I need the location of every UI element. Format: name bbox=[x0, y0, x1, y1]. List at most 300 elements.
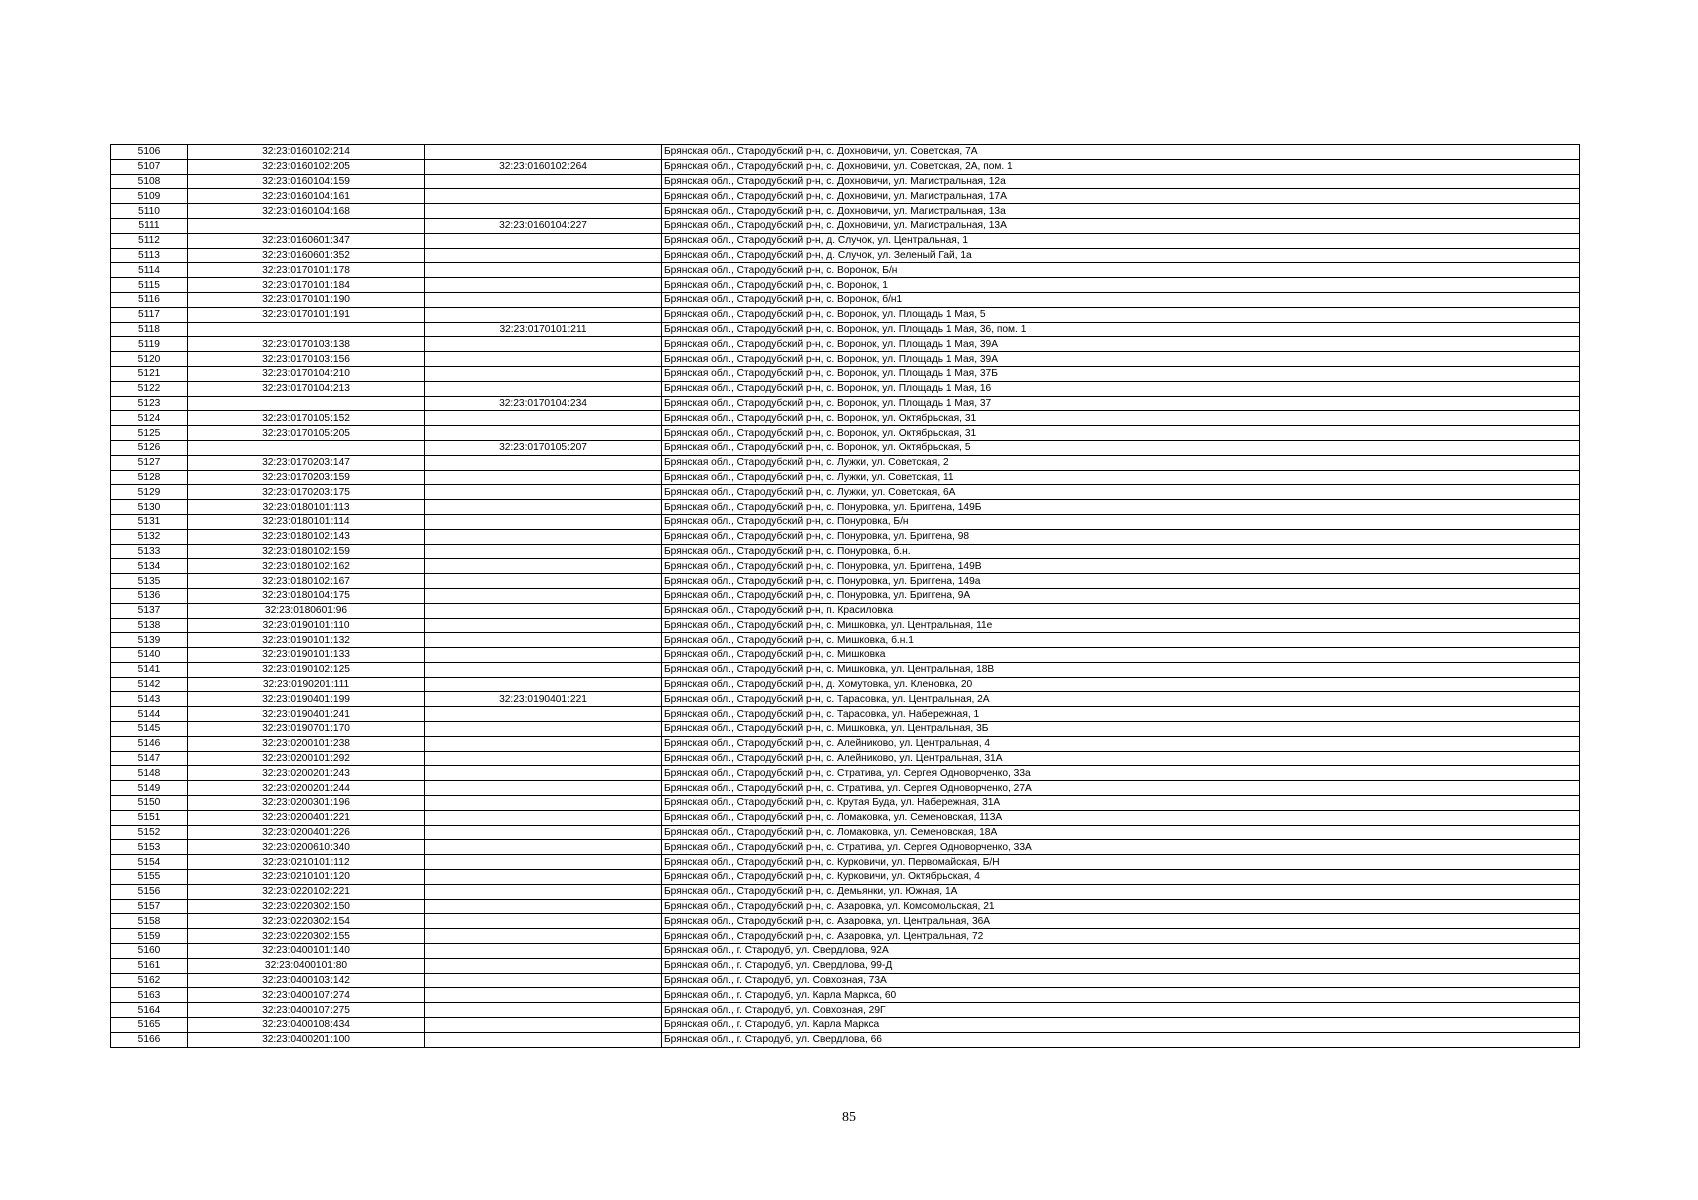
table-row bbox=[111, 662, 1580, 677]
address-cell: Брянская обл., Стародубский р-н, с. Тарасовка, ул. Набережная, 1 bbox=[662, 707, 1580, 722]
cadastral-number-cell: 32:23:0170103:156 bbox=[188, 352, 425, 367]
address-cell: Брянская обл., Стародубский р-н, с. Воронок, ул. Октябрьская, 31 bbox=[662, 411, 1580, 426]
row-number-cell: 5133 bbox=[111, 544, 188, 559]
table-row bbox=[111, 233, 1580, 248]
cadastral-number-cell: 32:23:0170101:184 bbox=[188, 278, 425, 293]
row-number-cell: 5139 bbox=[111, 633, 188, 648]
cadastral-number-cell: 32:23:0400107:274 bbox=[188, 988, 425, 1003]
parent-cadastral-number-cell bbox=[425, 337, 662, 352]
cadastral-number-cell: 32:23:0180601:96 bbox=[188, 603, 425, 618]
address-cell: Брянская обл., Стародубский р-н, с. Дохновичи, ул. Магистральная, 13а bbox=[662, 204, 1580, 219]
table-row bbox=[111, 307, 1580, 322]
parent-cadastral-number-cell: 32:23:0170104:234 bbox=[425, 396, 662, 411]
cadastral-number-cell: 32:23:0160102:205 bbox=[188, 159, 425, 174]
parent-cadastral-number-cell bbox=[425, 603, 662, 618]
table-row bbox=[111, 352, 1580, 367]
parent-cadastral-number-cell bbox=[425, 855, 662, 870]
cadastral-number-cell: 32:23:0180104:175 bbox=[188, 588, 425, 603]
address-cell: Брянская обл., Стародубский р-н, с. Воронок, ул. Площадь 1 Мая, 37Б bbox=[662, 366, 1580, 381]
row-number-cell: 5156 bbox=[111, 884, 188, 899]
cadastral-number-cell: 32:23:0190101:132 bbox=[188, 633, 425, 648]
row-number-cell: 5163 bbox=[111, 988, 188, 1003]
row-number-cell: 5152 bbox=[111, 825, 188, 840]
parent-cadastral-number-cell bbox=[425, 1018, 662, 1033]
table-row bbox=[111, 633, 1580, 648]
table-row bbox=[111, 381, 1580, 396]
row-number-cell: 5149 bbox=[111, 781, 188, 796]
table-row bbox=[111, 248, 1580, 263]
address-cell: Брянская обл., Стародубский р-н, с. Лужки, ул. Советская, 6А bbox=[662, 485, 1580, 500]
table-row bbox=[111, 825, 1580, 840]
table-row bbox=[111, 470, 1580, 485]
row-number-cell: 5110 bbox=[111, 204, 188, 219]
row-number-cell: 5136 bbox=[111, 588, 188, 603]
parent-cadastral-number-cell bbox=[425, 455, 662, 470]
table-row bbox=[111, 145, 1580, 160]
parent-cadastral-number-cell bbox=[425, 470, 662, 485]
cadastral-number-cell: 32:23:0190401:199 bbox=[188, 692, 425, 707]
parent-cadastral-number-cell bbox=[425, 248, 662, 263]
cadastral-number-cell: 32:23:0200101:238 bbox=[188, 736, 425, 751]
row-number-cell: 5144 bbox=[111, 707, 188, 722]
address-cell: Брянская обл., Стародубский р-н, д. Случок, ул. Зеленый Гай, 1а bbox=[662, 248, 1580, 263]
cadastral-number-cell: 32:23:0210101:112 bbox=[188, 855, 425, 870]
parent-cadastral-number-cell bbox=[425, 958, 662, 973]
cadastral-number-cell: 32:23:0190701:170 bbox=[188, 722, 425, 737]
address-cell: Брянская обл., Стародубский р-н, с. Дохновичи, ул. Магистральная, 13А bbox=[662, 218, 1580, 233]
row-number-cell: 5122 bbox=[111, 381, 188, 396]
address-cell: Брянская обл., Стародубский р-н, с. Мишковка bbox=[662, 648, 1580, 663]
table-row bbox=[111, 559, 1580, 574]
parent-cadastral-number-cell bbox=[425, 840, 662, 855]
cadastral-number-cell: 32:23:0160104:161 bbox=[188, 189, 425, 204]
cadastral-number-cell: 32:23:0200101:292 bbox=[188, 751, 425, 766]
table-row bbox=[111, 292, 1580, 307]
parent-cadastral-number-cell bbox=[425, 707, 662, 722]
table-row bbox=[111, 218, 1580, 233]
row-number-cell: 5125 bbox=[111, 426, 188, 441]
address-cell: Брянская обл., Стародубский р-н, с. Алейниково, ул. Центральная, 31А bbox=[662, 751, 1580, 766]
table-row bbox=[111, 840, 1580, 855]
parent-cadastral-number-cell bbox=[425, 781, 662, 796]
parent-cadastral-number-cell bbox=[425, 736, 662, 751]
address-cell: Брянская обл., Стародубский р-н, с. Ломаковка, ул. Семеновская, 113А bbox=[662, 810, 1580, 825]
parent-cadastral-number-cell: 32:23:0160104:227 bbox=[425, 218, 662, 233]
row-number-cell: 5155 bbox=[111, 870, 188, 885]
parent-cadastral-number-cell bbox=[425, 174, 662, 189]
row-number-cell: 5159 bbox=[111, 929, 188, 944]
parent-cadastral-number-cell bbox=[425, 500, 662, 515]
row-number-cell: 5153 bbox=[111, 840, 188, 855]
cadastral-number-cell: 32:23:0190401:241 bbox=[188, 707, 425, 722]
address-cell: Брянская обл., Стародубский р-н, с. Азаровка, ул. Центральная, 72 bbox=[662, 929, 1580, 944]
address-cell: Брянская обл., Стародубский р-н, д. Хомутовка, ул. Кленовка, 20 bbox=[662, 677, 1580, 692]
table-row bbox=[111, 884, 1580, 899]
cadastral-number-cell: 32:23:0400101:140 bbox=[188, 944, 425, 959]
row-number-cell: 5107 bbox=[111, 159, 188, 174]
address-cell: Брянская обл., Стародубский р-н, с. Воронок, б/н1 bbox=[662, 292, 1580, 307]
table-row bbox=[111, 529, 1580, 544]
address-cell: Брянская обл., Стародубский р-н, с. Воронок, ул. Октябрьская, 5 bbox=[662, 440, 1580, 455]
table-row bbox=[111, 485, 1580, 500]
address-cell: Брянская обл., Стародубский р-н, с. Азаровка, ул. Комсомольская, 21 bbox=[662, 899, 1580, 914]
parent-cadastral-number-cell bbox=[425, 559, 662, 574]
table-row bbox=[111, 929, 1580, 944]
cadastral-number-cell: 32:23:0190101:110 bbox=[188, 618, 425, 633]
table-row bbox=[111, 588, 1580, 603]
parent-cadastral-number-cell bbox=[425, 1003, 662, 1018]
row-number-cell: 5124 bbox=[111, 411, 188, 426]
row-number-cell: 5146 bbox=[111, 736, 188, 751]
parent-cadastral-number-cell bbox=[425, 677, 662, 692]
cadastral-number-cell: 32:23:0160104:168 bbox=[188, 204, 425, 219]
table-row bbox=[111, 736, 1580, 751]
cadastral-number-cell: 32:23:0220302:155 bbox=[188, 929, 425, 944]
parent-cadastral-number-cell bbox=[425, 307, 662, 322]
parent-cadastral-number-cell bbox=[425, 988, 662, 1003]
parent-cadastral-number-cell bbox=[425, 263, 662, 278]
address-cell: Брянская обл., Стародубский р-н, с. Понуровка, б.н. bbox=[662, 544, 1580, 559]
parent-cadastral-number-cell bbox=[425, 1032, 662, 1047]
row-number-cell: 5142 bbox=[111, 677, 188, 692]
address-cell: Брянская обл., Стародубский р-н, с. Понуровка, ул. Бриггена, 149Б bbox=[662, 500, 1580, 515]
address-cell: Брянская обл., Стародубский р-н, с. Воронок, ул. Площадь 1 Мая, 36, пом. 1 bbox=[662, 322, 1580, 337]
parent-cadastral-number-cell bbox=[425, 292, 662, 307]
address-cell: Брянская обл., Стародубский р-н, с. Понуровка, ул. Бриггена, 149а bbox=[662, 574, 1580, 589]
address-cell: Брянская обл., Стародубский р-н, д. Случок, ул. Центральная, 1 bbox=[662, 233, 1580, 248]
parent-cadastral-number-cell bbox=[425, 810, 662, 825]
cadastral-number-cell: 32:23:0200401:226 bbox=[188, 825, 425, 840]
address-cell: Брянская обл., Стародубский р-н, с. Воронок, ул. Площадь 1 Мая, 16 bbox=[662, 381, 1580, 396]
parent-cadastral-number-cell bbox=[425, 529, 662, 544]
row-number-cell: 5123 bbox=[111, 396, 188, 411]
property-registry-table bbox=[110, 144, 1580, 1048]
address-cell: Брянская обл., Стародубский р-н, с. Воронок, 1 bbox=[662, 278, 1580, 293]
row-number-cell: 5119 bbox=[111, 337, 188, 352]
parent-cadastral-number-cell bbox=[425, 352, 662, 367]
cadastral-number-cell: 32:23:0170101:190 bbox=[188, 292, 425, 307]
parent-cadastral-number-cell bbox=[425, 381, 662, 396]
parent-cadastral-number-cell bbox=[425, 485, 662, 500]
row-number-cell: 5145 bbox=[111, 722, 188, 737]
address-cell: Брянская обл., Стародубский р-н, с. Лужки, ул. Советская, 11 bbox=[662, 470, 1580, 485]
address-cell: Брянская обл., Стародубский р-н, с. Воронок, Б/н bbox=[662, 263, 1580, 278]
cadastral-number-cell: 32:23:0220102:221 bbox=[188, 884, 425, 899]
address-cell: Брянская обл., Стародубский р-н, с. Стратива, ул. Сергея Одноворченко, 33А bbox=[662, 840, 1580, 855]
row-number-cell: 5130 bbox=[111, 500, 188, 515]
cadastral-number-cell: 32:23:0400101:80 bbox=[188, 958, 425, 973]
table-row bbox=[111, 263, 1580, 278]
address-cell: Брянская обл., г. Стародуб, ул. Совхозная, 29Г bbox=[662, 1003, 1580, 1018]
table-row bbox=[111, 707, 1580, 722]
address-cell: Брянская обл., Стародубский р-н, с. Дохновичи, ул. Советская, 2А, пом. 1 bbox=[662, 159, 1580, 174]
parent-cadastral-number-cell: 32:23:0170105:207 bbox=[425, 440, 662, 455]
table-row bbox=[111, 500, 1580, 515]
address-cell: Брянская обл., Стародубский р-н, с. Мишковка, ул. Центральная, 11е bbox=[662, 618, 1580, 633]
address-cell: Брянская обл., Стародубский р-н, с. Дохновичи, ул. Магистральная, 17А bbox=[662, 189, 1580, 204]
cadastral-number-cell: 32:23:0160601:352 bbox=[188, 248, 425, 263]
row-number-cell: 5106 bbox=[111, 145, 188, 160]
cadastral-number-cell: 32:23:0160102:214 bbox=[188, 145, 425, 160]
address-cell: Брянская обл., Стародубский р-н, с. Крутая Буда, ул. Набережная, 31А bbox=[662, 796, 1580, 811]
address-cell: Брянская обл., Стародубский р-н, с. Воронок, ул. Площадь 1 Мая, 37 bbox=[662, 396, 1580, 411]
address-cell: Брянская обл., Стародубский р-н, с. Курковичи, ул. Первомайская, Б/Н bbox=[662, 855, 1580, 870]
parent-cadastral-number-cell: 32:23:0190401:221 bbox=[425, 692, 662, 707]
address-cell: Брянская обл., Стародубский р-н, с. Воронок, ул. Площадь 1 Мая, 39А bbox=[662, 352, 1580, 367]
table-row bbox=[111, 648, 1580, 663]
parent-cadastral-number-cell bbox=[425, 648, 662, 663]
address-cell: Брянская обл., Стародубский р-н, с. Курковичи, ул. Октябрьская, 4 bbox=[662, 870, 1580, 885]
table-row bbox=[111, 692, 1580, 707]
parent-cadastral-number-cell bbox=[425, 278, 662, 293]
row-number-cell: 5141 bbox=[111, 662, 188, 677]
address-cell: Брянская обл., г. Стародуб, ул. Свердлова, 99-Д bbox=[662, 958, 1580, 973]
table-row bbox=[111, 677, 1580, 692]
table-row bbox=[111, 189, 1580, 204]
row-number-cell: 5158 bbox=[111, 914, 188, 929]
table-row bbox=[111, 278, 1580, 293]
row-number-cell: 5135 bbox=[111, 574, 188, 589]
row-number-cell: 5114 bbox=[111, 263, 188, 278]
cadastral-number-cell: 32:23:0190201:111 bbox=[188, 677, 425, 692]
cadastral-number-cell bbox=[188, 322, 425, 337]
table-row bbox=[111, 855, 1580, 870]
parent-cadastral-number-cell bbox=[425, 189, 662, 204]
table-row bbox=[111, 944, 1580, 959]
row-number-cell: 5128 bbox=[111, 470, 188, 485]
cadastral-number-cell: 32:23:0200401:221 bbox=[188, 810, 425, 825]
parent-cadastral-number-cell bbox=[425, 233, 662, 248]
parent-cadastral-number-cell bbox=[425, 973, 662, 988]
row-number-cell: 5160 bbox=[111, 944, 188, 959]
cadastral-number-cell: 32:23:0180101:113 bbox=[188, 500, 425, 515]
parent-cadastral-number-cell bbox=[425, 929, 662, 944]
cadastral-number-cell: 32:23:0170203:159 bbox=[188, 470, 425, 485]
table-row bbox=[111, 766, 1580, 781]
row-number-cell: 5140 bbox=[111, 648, 188, 663]
table-row bbox=[111, 781, 1580, 796]
address-cell: Брянская обл., Стародубский р-н, с. Демьянки, ул. Южная, 1А bbox=[662, 884, 1580, 899]
address-cell: Брянская обл., г. Стародуб, ул. Свердлова, 92А bbox=[662, 944, 1580, 959]
row-number-cell: 5154 bbox=[111, 855, 188, 870]
table-row bbox=[111, 426, 1580, 441]
address-cell: Брянская обл., Стародубский р-н, с. Понуровка, ул. Бриггена, 98 bbox=[662, 529, 1580, 544]
table-row bbox=[111, 810, 1580, 825]
cadastral-number-cell: 32:23:0190101:133 bbox=[188, 648, 425, 663]
address-cell: Брянская обл., Стародубский р-н, с. Стратива, ул. Сергея Одноворченко, 27А bbox=[662, 781, 1580, 796]
parent-cadastral-number-cell bbox=[425, 366, 662, 381]
cadastral-number-cell: 32:23:0170101:191 bbox=[188, 307, 425, 322]
table-row bbox=[111, 618, 1580, 633]
address-cell: Брянская обл., Стародубский р-н, с. Лужки, ул. Советская, 2 bbox=[662, 455, 1580, 470]
parent-cadastral-number-cell bbox=[425, 411, 662, 426]
row-number-cell: 5118 bbox=[111, 322, 188, 337]
row-number-cell: 5132 bbox=[111, 529, 188, 544]
cadastral-number-cell: 32:23:0400107:275 bbox=[188, 1003, 425, 1018]
table-row bbox=[111, 1003, 1580, 1018]
cadastral-number-cell bbox=[188, 218, 425, 233]
row-number-cell: 5166 bbox=[111, 1032, 188, 1047]
row-number-cell: 5115 bbox=[111, 278, 188, 293]
parent-cadastral-number-cell bbox=[425, 899, 662, 914]
cadastral-number-cell: 32:23:0400108:434 bbox=[188, 1018, 425, 1033]
parent-cadastral-number-cell bbox=[425, 574, 662, 589]
row-number-cell: 5137 bbox=[111, 603, 188, 618]
address-cell: Брянская обл., Стародубский р-н, с. Мишковка, б.н.1 bbox=[662, 633, 1580, 648]
address-cell: Брянская обл., Стародубский р-н, с. Воронок, ул. Площадь 1 Мая, 39А bbox=[662, 337, 1580, 352]
table-row bbox=[111, 870, 1580, 885]
row-number-cell: 5109 bbox=[111, 189, 188, 204]
row-number-cell: 5151 bbox=[111, 810, 188, 825]
cadastral-number-cell: 32:23:0170105:205 bbox=[188, 426, 425, 441]
row-number-cell: 5165 bbox=[111, 1018, 188, 1033]
table-row bbox=[111, 455, 1580, 470]
address-cell: Брянская обл., Стародубский р-н, с. Ломаковка, ул. Семеновская, 18А bbox=[662, 825, 1580, 840]
row-number-cell: 5164 bbox=[111, 1003, 188, 1018]
parent-cadastral-number-cell bbox=[425, 588, 662, 603]
cadastral-number-cell: 32:23:0170203:147 bbox=[188, 455, 425, 470]
row-number-cell: 5129 bbox=[111, 485, 188, 500]
address-cell: Брянская обл., Стародубский р-н, п. Красиловка bbox=[662, 603, 1580, 618]
cadastral-number-cell: 32:23:0170203:175 bbox=[188, 485, 425, 500]
parent-cadastral-number-cell bbox=[425, 796, 662, 811]
address-cell: Брянская обл., Стародубский р-н, с. Дохновичи, ул. Магистральная, 12а bbox=[662, 174, 1580, 189]
row-number-cell: 5113 bbox=[111, 248, 188, 263]
address-cell: Брянская обл., Стародубский р-н, с. Стратива, ул. Сергея Одноворченко, 33а bbox=[662, 766, 1580, 781]
row-number-cell: 5120 bbox=[111, 352, 188, 367]
cadastral-number-cell: 32:23:0170101:178 bbox=[188, 263, 425, 278]
row-number-cell: 5147 bbox=[111, 751, 188, 766]
cadastral-number-cell: 32:23:0200610:340 bbox=[188, 840, 425, 855]
cadastral-number-cell: 32:23:0220302:154 bbox=[188, 914, 425, 929]
address-cell: Брянская обл., Стародубский р-н, с. Понуровка, ул. Бриггена, 149В bbox=[662, 559, 1580, 574]
parent-cadastral-number-cell bbox=[425, 944, 662, 959]
parent-cadastral-number-cell bbox=[425, 870, 662, 885]
table-row bbox=[111, 899, 1580, 914]
table-row bbox=[111, 958, 1580, 973]
row-number-cell: 5117 bbox=[111, 307, 188, 322]
cadastral-number-cell: 32:23:0180102:162 bbox=[188, 559, 425, 574]
table-row bbox=[111, 204, 1580, 219]
row-number-cell: 5108 bbox=[111, 174, 188, 189]
table-row bbox=[111, 440, 1580, 455]
table-row bbox=[111, 396, 1580, 411]
table-body bbox=[111, 145, 1580, 1048]
parent-cadastral-number-cell bbox=[425, 825, 662, 840]
table-row bbox=[111, 796, 1580, 811]
table-row bbox=[111, 544, 1580, 559]
table-row bbox=[111, 411, 1580, 426]
table-row bbox=[111, 174, 1580, 189]
cadastral-number-cell: 32:23:0170104:210 bbox=[188, 366, 425, 381]
cadastral-number-cell: 32:23:0200201:243 bbox=[188, 766, 425, 781]
row-number-cell: 5121 bbox=[111, 366, 188, 381]
table-row bbox=[111, 722, 1580, 737]
row-number-cell: 5131 bbox=[111, 514, 188, 529]
cadastral-number-cell: 32:23:0160104:159 bbox=[188, 174, 425, 189]
cadastral-number-cell: 32:23:0180101:114 bbox=[188, 514, 425, 529]
row-number-cell: 5162 bbox=[111, 973, 188, 988]
table-row bbox=[111, 337, 1580, 352]
cadastral-number-cell: 32:23:0170105:152 bbox=[188, 411, 425, 426]
table-row bbox=[111, 159, 1580, 174]
cadastral-number-cell: 32:23:0180102:167 bbox=[188, 574, 425, 589]
cadastral-number-cell: 32:23:0400103:142 bbox=[188, 973, 425, 988]
parent-cadastral-number-cell bbox=[425, 633, 662, 648]
cadastral-number-cell: 32:23:0180102:143 bbox=[188, 529, 425, 544]
cadastral-number-cell bbox=[188, 440, 425, 455]
cadastral-number-cell: 32:23:0190102:125 bbox=[188, 662, 425, 677]
row-number-cell: 5161 bbox=[111, 958, 188, 973]
parent-cadastral-number-cell bbox=[425, 426, 662, 441]
address-cell: Брянская обл., Стародубский р-н, с. Понуровка, ул. Бриггена, 9А bbox=[662, 588, 1580, 603]
table-row bbox=[111, 514, 1580, 529]
address-cell: Брянская обл., Стародубский р-н, с. Воронок, ул. Октябрьская, 31 bbox=[662, 426, 1580, 441]
parent-cadastral-number-cell bbox=[425, 204, 662, 219]
address-cell: Брянская обл., г. Стародуб, ул. Свердлова, 66 bbox=[662, 1032, 1580, 1047]
parent-cadastral-number-cell: 32:23:0170101:211 bbox=[425, 322, 662, 337]
cadastral-number-cell: 32:23:0200301:196 bbox=[188, 796, 425, 811]
row-number-cell: 5111 bbox=[111, 218, 188, 233]
table-row bbox=[111, 322, 1580, 337]
row-number-cell: 5127 bbox=[111, 455, 188, 470]
row-number-cell: 5143 bbox=[111, 692, 188, 707]
address-cell: Брянская обл., Стародубский р-н, с. Азаровка, ул. Центральная, 36А bbox=[662, 914, 1580, 929]
cadastral-number-cell: 32:23:0170104:213 bbox=[188, 381, 425, 396]
parent-cadastral-number-cell bbox=[425, 662, 662, 677]
row-number-cell: 5157 bbox=[111, 899, 188, 914]
address-cell: Брянская обл., г. Стародуб, ул. Карла Маркса bbox=[662, 1018, 1580, 1033]
cadastral-number-cell: 32:23:0210101:120 bbox=[188, 870, 425, 885]
table-row bbox=[111, 751, 1580, 766]
cadastral-number-cell: 32:23:0200201:244 bbox=[188, 781, 425, 796]
row-number-cell: 5138 bbox=[111, 618, 188, 633]
page-number: 85 bbox=[842, 1110, 856, 1125]
cadastral-number-cell: 32:23:0170103:138 bbox=[188, 337, 425, 352]
table-row bbox=[111, 366, 1580, 381]
parent-cadastral-number-cell: 32:23:0160102:264 bbox=[425, 159, 662, 174]
table-row bbox=[111, 1018, 1580, 1033]
address-cell: Брянская обл., г. Стародуб, ул. Совхозная, 73А bbox=[662, 973, 1580, 988]
address-cell: Брянская обл., Стародубский р-н, с. Мишковка, ул. Центральная, 18В bbox=[662, 662, 1580, 677]
parent-cadastral-number-cell bbox=[425, 514, 662, 529]
table-row bbox=[111, 603, 1580, 618]
table-row bbox=[111, 574, 1580, 589]
table-row bbox=[111, 988, 1580, 1003]
parent-cadastral-number-cell bbox=[425, 884, 662, 899]
table-row bbox=[111, 1032, 1580, 1047]
parent-cadastral-number-cell bbox=[425, 766, 662, 781]
row-number-cell: 5126 bbox=[111, 440, 188, 455]
parent-cadastral-number-cell bbox=[425, 544, 662, 559]
parent-cadastral-number-cell bbox=[425, 722, 662, 737]
cadastral-number-cell: 32:23:0180102:159 bbox=[188, 544, 425, 559]
cadastral-number-cell: 32:23:0220302:150 bbox=[188, 899, 425, 914]
cadastral-number-cell: 32:23:0160601:347 bbox=[188, 233, 425, 248]
address-cell: Брянская обл., г. Стародуб, ул. Карла Маркса, 60 bbox=[662, 988, 1580, 1003]
address-cell: Брянская обл., Стародубский р-н, с. Воронок, ул. Площадь 1 Мая, 5 bbox=[662, 307, 1580, 322]
table-row bbox=[111, 914, 1580, 929]
address-cell: Брянская обл., Стародубский р-н, с. Тарасовка, ул. Центральная, 2А bbox=[662, 692, 1580, 707]
address-cell: Брянская обл., Стародубский р-н, с. Понуровка, Б/н bbox=[662, 514, 1580, 529]
row-number-cell: 5112 bbox=[111, 233, 188, 248]
parent-cadastral-number-cell bbox=[425, 618, 662, 633]
parent-cadastral-number-cell bbox=[425, 914, 662, 929]
address-cell: Брянская обл., Стародубский р-н, с. Мишковка, ул. Центральная, 3Б bbox=[662, 722, 1580, 737]
table-row bbox=[111, 973, 1580, 988]
row-number-cell: 5134 bbox=[111, 559, 188, 574]
cadastral-number-cell: 32:23:0400201:100 bbox=[188, 1032, 425, 1047]
